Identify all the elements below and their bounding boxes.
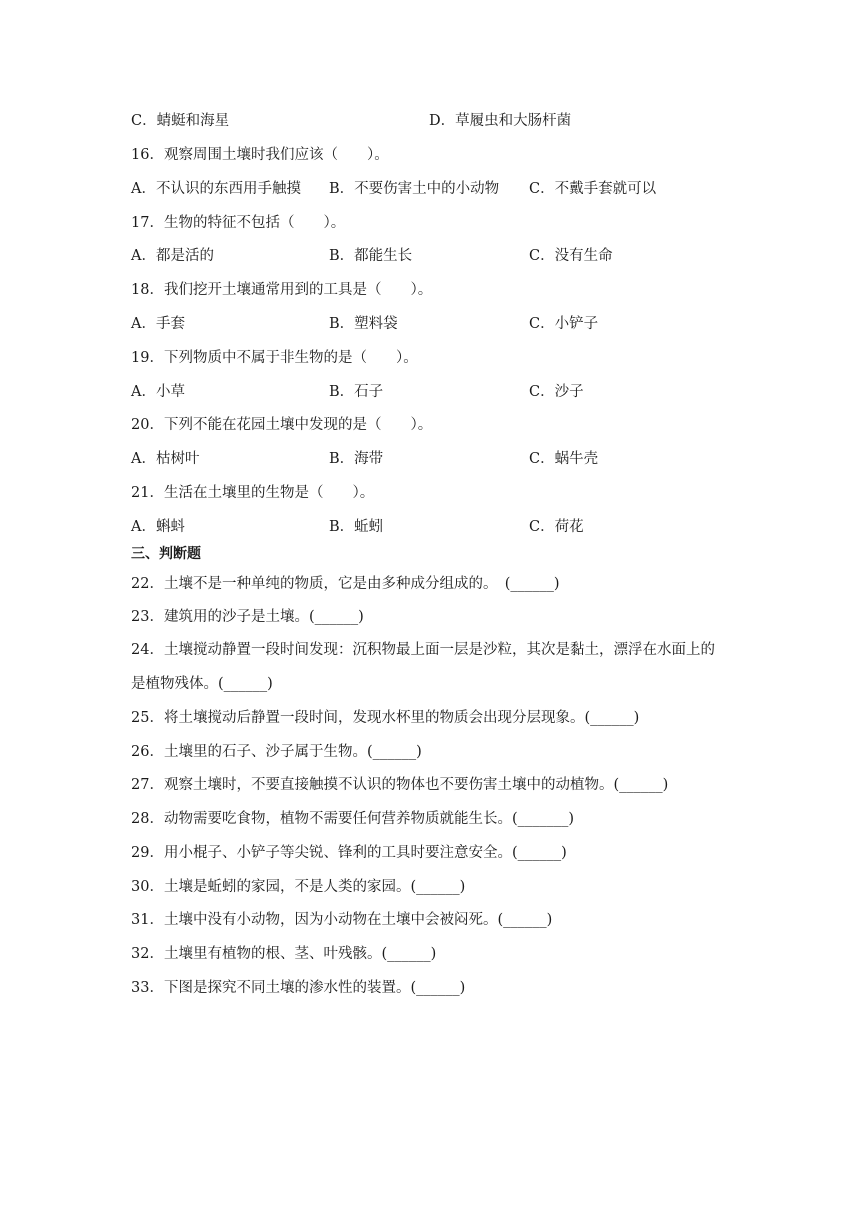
q17-option-a: A．都是活的 — [131, 248, 214, 264]
q16-option-b: B．不要伤害土中的小动物 — [329, 181, 500, 197]
judgment-30: 30．土壤是蚯蚓的家园，不是人类的家园。(______) — [131, 879, 466, 895]
q16-option-c: C．不戴手套就可以 — [529, 181, 657, 197]
q19-stem: 19．下列物质中不属于非生物的是（ ）。 — [131, 350, 418, 366]
q17-stem: 17．生物的特征不包括（ ）。 — [131, 215, 346, 231]
q20-stem: 20．下列不能在花园土壤中发现的是（ ）。 — [131, 417, 433, 433]
judgment-26: 26．土壤里的石子、沙子属于生物。(______) — [131, 744, 422, 760]
judgment-23: 23．建筑用的沙子是土壤。(______) — [131, 609, 364, 625]
judgment-28: 28．动物需要吃食物，植物不需要任何营养物质就能生长。(_______) — [131, 811, 575, 827]
q16-option-a: A．不认识的东西用手触摸 — [131, 181, 301, 197]
q18-option-c: C．小铲子 — [529, 316, 599, 332]
judgment-24-line2: 是植物残体。(______) — [131, 676, 273, 692]
section-title: 三、判断题 — [131, 546, 201, 562]
judgment-31: 31．土壤中没有小动物，因为小动物在土壤中会被闷死。(______) — [131, 912, 553, 928]
judgment-25: 25．将土壤搅动后静置一段时间，发现水杯里的物质会出现分层现象。(______) — [131, 710, 640, 726]
judgment-22: 22．土壤不是一种单纯的物质，它是由多种成分组成的。 (______) — [131, 576, 560, 592]
q18-stem: 18．我们挖开土壤通常用到的工具是（ ）。 — [131, 282, 433, 298]
q15-option-c: C．蜻蜓和海星 — [131, 113, 230, 129]
q20-option-a: A．枯树叶 — [131, 451, 200, 467]
q21-stem: 21．生活在土壤里的生物是（ ）。 — [131, 485, 375, 501]
q15-option-d: D．草履虫和大肠杆菌 — [429, 113, 572, 129]
judgment-24-line1: 24．土壤搅动静置一段时间发现：沉积物最上面一层是沙粒，其次是黏土，漂浮在水面上的 — [131, 642, 715, 658]
q21-option-b: B．蚯蚓 — [329, 519, 384, 535]
q21-option-c: C．荷花 — [529, 519, 584, 535]
judgment-29: 29．用小棍子、小铲子等尖锐、锋利的工具时要注意安全。(______) — [131, 845, 567, 861]
q19-option-c: C．沙子 — [529, 384, 584, 400]
q20-option-b: B．海带 — [329, 451, 384, 467]
q19-option-b: B．石子 — [329, 384, 384, 400]
q21-option-a: A．蝌蚪 — [131, 519, 185, 535]
judgment-27: 27．观察土壤时，不要直接触摸不认识的物体也不要伤害土壤中的动植物。(______) — [131, 777, 669, 793]
q18-option-b: B．塑料袋 — [329, 316, 398, 332]
q17-option-c: C．没有生命 — [529, 248, 613, 264]
q17-option-b: B．都能生长 — [329, 248, 413, 264]
q20-option-c: C．蜗牛壳 — [529, 451, 599, 467]
judgment-33: 33．下图是探究不同土壤的渗水性的装置。(______) — [131, 980, 466, 996]
q18-option-a: A．手套 — [131, 316, 185, 332]
judgment-32: 32．土壤里有植物的根、茎、叶残骸。(______) — [131, 946, 437, 962]
q16-stem: 16．观察周围土壤时我们应该（ ）。 — [131, 147, 389, 163]
q19-option-a: A．小草 — [131, 384, 185, 400]
